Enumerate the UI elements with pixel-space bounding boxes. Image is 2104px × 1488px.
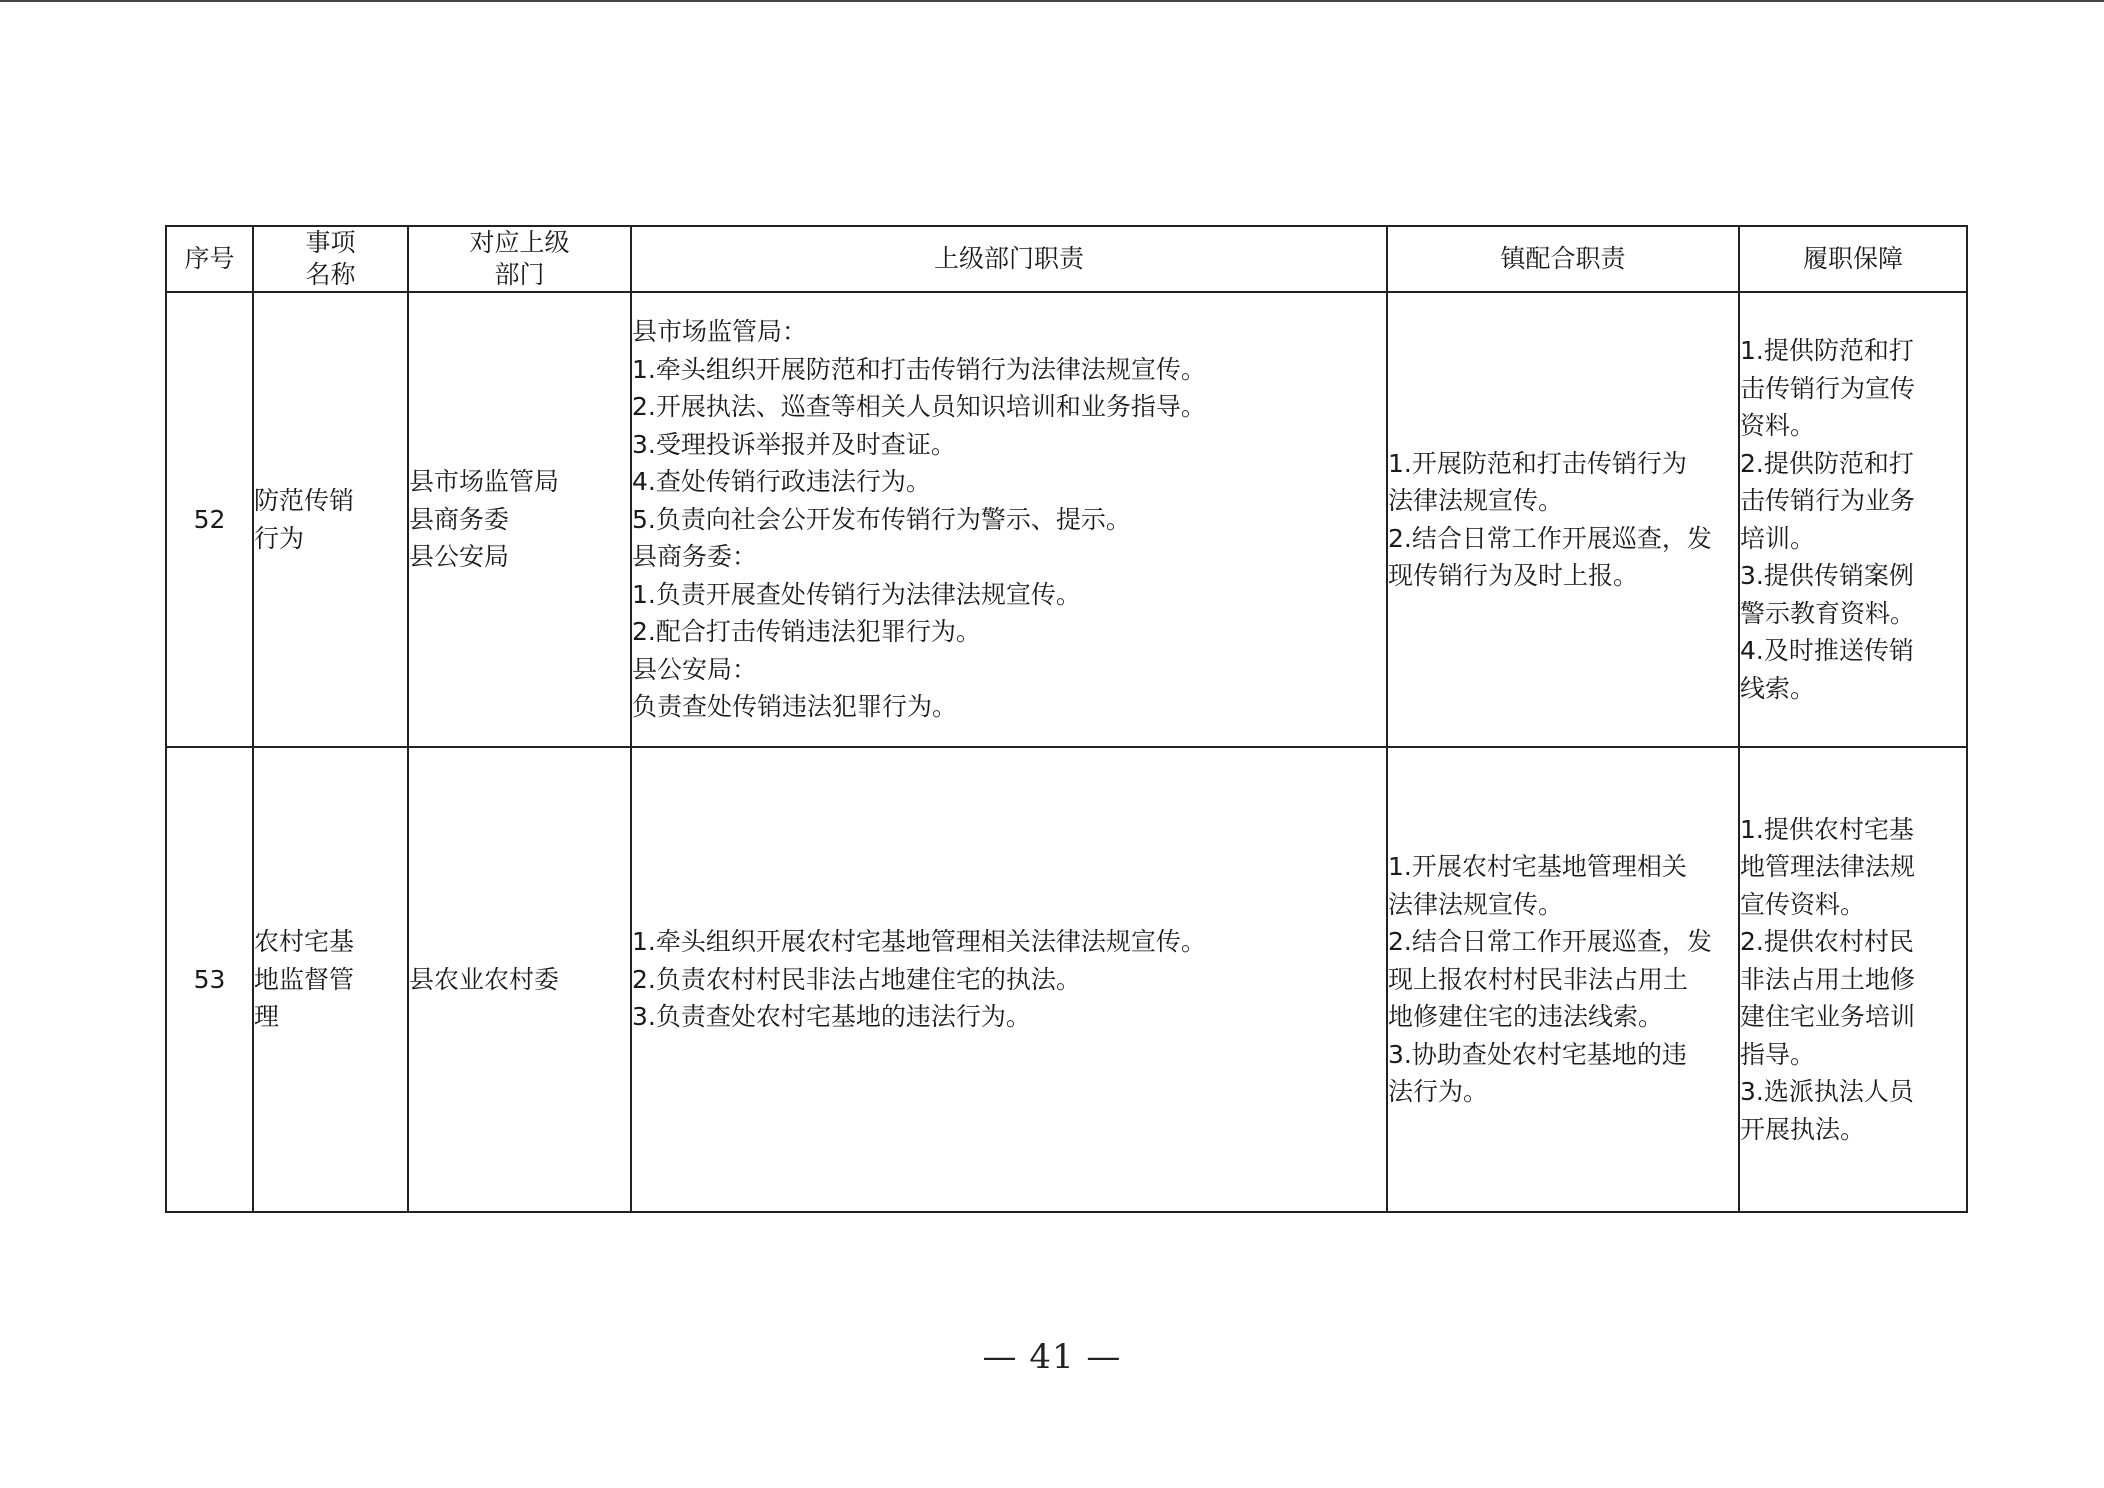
cell-text-line: 1.提供农村宅基 xyxy=(1740,814,1914,844)
cell-text-line: 警示教育资料。 xyxy=(1740,598,1916,628)
cell-text-line: 3.提供传销案例 xyxy=(1740,561,1914,590)
cell-text-line: 培训。 xyxy=(1740,523,1816,553)
cell-text-line: 2.结合日常工作开展巡查，发 xyxy=(1388,927,1712,957)
cell-text-line: 1.牵头组织开展农村宅基地管理相关法律法规宣传。 xyxy=(632,927,1206,957)
cell-text-line: 2.配合打击传销违法犯罪行为。 xyxy=(632,617,981,647)
row-superior-duties xyxy=(631,747,1387,1212)
cell-text-line: 1.牵头组织开展防范和打击传销行为法律法规宣传。 xyxy=(632,354,1206,384)
cell-text-line: 4.及时推送传销 xyxy=(1740,636,1914,665)
row-guarantee xyxy=(1739,747,1967,1212)
cell-text-line: 线索。 xyxy=(1740,673,1816,703)
cell-text-line: 3.协助查处农村宅基地的违 xyxy=(1388,1039,1687,1069)
cell-text-line: 县公安局： xyxy=(632,654,758,684)
table-header-row xyxy=(166,226,1967,292)
duty-table xyxy=(165,225,1968,1213)
cell-text-line: 县公安局 xyxy=(409,542,510,572)
cell-text-line: 指导。 xyxy=(1740,1039,1816,1069)
row-seq: 53 xyxy=(166,747,253,1212)
cell-text-line: 法律法规宣传。 xyxy=(1388,889,1564,919)
cell-text-line: 5.负责向社会公开发布传销行为警示、提示。 xyxy=(632,504,1131,534)
cell-text-line: 序号 xyxy=(184,244,235,273)
cell-text-line: 击传销行为宣传 xyxy=(1740,373,1916,403)
cell-text-line: 防范传销 xyxy=(254,486,355,515)
row-item-name xyxy=(253,747,408,1212)
cell-text-line: 县市场监管局： xyxy=(632,317,808,347)
cell-text-line: 法律法规宣传。 xyxy=(1388,486,1564,515)
cell-text-line: 宣传资料。 xyxy=(1740,889,1866,919)
cell-text-line: 击传销行为业务 xyxy=(1740,486,1916,515)
cell-text-line: 县农业农村委 xyxy=(409,964,560,994)
cell-text-line: 地管理法律法规 xyxy=(1740,852,1916,882)
cell-text-line: 履职保障 xyxy=(1802,244,1903,273)
cell-text-line: 事项 xyxy=(305,228,356,257)
cell-text-line: 3.受理投诉举报并及时查证。 xyxy=(632,429,956,459)
cell-text-line: 镇配合职责 xyxy=(1500,244,1626,273)
row-superior-dept xyxy=(408,747,631,1212)
cell-text-line: 名称 xyxy=(305,260,356,289)
cell-text-line: 开展执法。 xyxy=(1740,1114,1866,1144)
header-guarantee xyxy=(1739,226,1967,292)
cell-text-line: 2.开展执法、巡查等相关人员知识培训和业务指导。 xyxy=(632,392,1206,422)
cell-text-line: 4.查处传销行政违法行为。 xyxy=(632,467,931,497)
cell-text-line: 现上报农村村民非法占用土 xyxy=(1388,964,1689,994)
cell-text-line: 1.负责开展查处传销行为法律法规宣传。 xyxy=(632,579,1081,609)
cell-text-line: 农村宅基 xyxy=(254,927,355,957)
cell-text-line: 县商务委： xyxy=(632,542,758,572)
table-row xyxy=(166,747,1967,1212)
row-superior-dept xyxy=(408,292,631,747)
header-superior-dept xyxy=(408,226,631,292)
header-town-duties xyxy=(1387,226,1739,292)
cell-text-line: 对应上级 xyxy=(469,228,570,257)
top-border-line xyxy=(0,0,2104,2)
row-guarantee xyxy=(1739,292,1967,747)
cell-text-line: 建住宅业务培训 xyxy=(1740,1002,1916,1032)
cell-text-line: 2.提供防范和打 xyxy=(1740,448,1914,478)
cell-text-line: 上级部门职责 xyxy=(933,244,1084,273)
cell-text-line: 2.提供农村村民 xyxy=(1740,927,1914,957)
cell-text-line: 2.负责农村村民非法占地建住宅的执法。 xyxy=(632,964,1081,994)
row-town-duties xyxy=(1387,292,1739,747)
header-superior-duties xyxy=(631,226,1387,292)
header-item-name xyxy=(253,226,408,292)
cell-text-line: 现传销行为及时上报。 xyxy=(1388,561,1639,590)
row-seq: 52 xyxy=(166,292,253,747)
cell-text-line: 2.结合日常工作开展巡查，发 xyxy=(1388,523,1712,553)
cell-text-line: 非法占用土地修 xyxy=(1740,964,1916,994)
cell-text-line: 资料。 xyxy=(1740,411,1816,440)
cell-text-line: 1.提供防范和打 xyxy=(1740,336,1914,365)
row-superior-duties xyxy=(631,292,1387,747)
cell-text-line: 3.选派执法人员 xyxy=(1740,1077,1914,1107)
table-row xyxy=(166,292,1967,747)
cell-text-line: 行为 xyxy=(254,523,305,553)
cell-text-line: 县商务委 xyxy=(409,504,510,534)
cell-text-line: 地修建住宅的违法线索。 xyxy=(1388,1002,1664,1032)
cell-text-line: 县市场监管局 xyxy=(409,467,560,497)
row-town-duties xyxy=(1387,747,1739,1212)
cell-text-line: 部门 xyxy=(494,260,545,289)
cell-text-line: 地监督管 xyxy=(254,964,355,994)
cell-text-line: 1.开展农村宅基地管理相关 xyxy=(1388,852,1687,882)
cell-text-line: 3.负责查处农村宅基地的违法行为。 xyxy=(632,1002,1031,1032)
row-item-name xyxy=(253,292,408,747)
cell-text-line: 1.开展防范和打击传销行为 xyxy=(1388,448,1687,478)
header-seq xyxy=(166,226,253,292)
cell-text-line: 法行为。 xyxy=(1388,1077,1489,1107)
page-number: — 41 — xyxy=(982,1337,1122,1377)
cell-text-line: 负责查处传销违法犯罪行为。 xyxy=(632,692,958,722)
cell-text-line: 理 xyxy=(254,1002,280,1032)
